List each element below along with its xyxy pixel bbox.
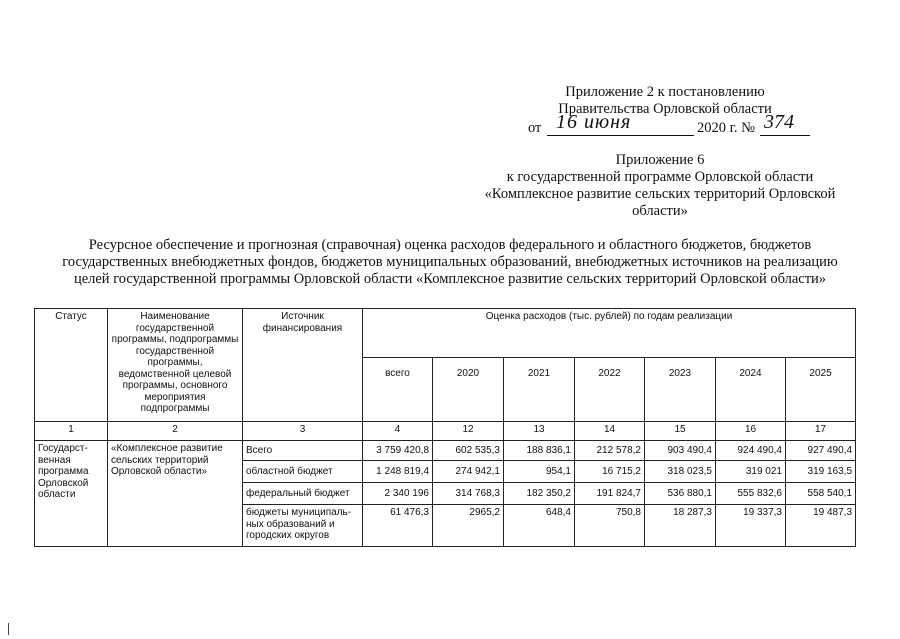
header-year-2025: 2025: [786, 358, 856, 422]
handwritten-date: 16 июня: [556, 111, 632, 133]
handwritten-number: 374: [764, 111, 794, 133]
value-cell: 558 540,1: [786, 483, 856, 505]
number-underline: [760, 135, 810, 136]
value-cell: 2965,2: [433, 505, 504, 547]
value-cell: 274 942,1: [433, 461, 504, 483]
source-cell: Всего: [243, 441, 363, 461]
value-cell: 903 490,4: [645, 441, 716, 461]
table-row-total: [35, 441, 856, 461]
column-number: 17: [786, 422, 856, 441]
source-cell: бюджеты муниципаль-ных образований и городских округов: [243, 505, 363, 547]
value-cell: 191 824,7: [575, 483, 645, 505]
header-year-2024: 2024: [716, 358, 786, 422]
value-cell: 19 337,3: [716, 505, 786, 547]
column-number: 2: [108, 422, 243, 441]
value-cell: 319 163,5: [786, 461, 856, 483]
value-cell: 18 287,3: [645, 505, 716, 547]
value-cell: 19 487,3: [786, 505, 856, 547]
header-name: Наименование государственной программы, подпрограммы государственной программы, ведомственной целевой программы, основного мероприятия подпрограммы: [108, 309, 243, 422]
date-underline: [547, 135, 694, 136]
source-cell: федеральный бюджет: [243, 483, 363, 505]
value-cell: 954,1: [504, 461, 575, 483]
title-line-3: целей государственной программы Орловской области «Комплексное развитие сельских территорий Орловской области»: [73, 271, 827, 287]
value-cell: 602 535,3: [433, 441, 504, 461]
value-cell: 16 715,2: [575, 461, 645, 483]
value-cell: 924 490,4: [716, 441, 786, 461]
column-number: 13: [504, 422, 575, 441]
value-cell: 927 490,4: [786, 441, 856, 461]
value-cell: 750,8: [575, 505, 645, 547]
value-cell: 3 759 420,8: [363, 441, 433, 461]
value-cell: 61 476,3: [363, 505, 433, 547]
ot-label: от: [528, 120, 542, 136]
value-cell: 318 023,5: [645, 461, 716, 483]
column-number: 16: [716, 422, 786, 441]
value-cell: 1 248 819,4: [363, 461, 433, 483]
column-number: 4: [363, 422, 433, 441]
appendix-2-header: [520, 84, 810, 138]
source-cell: областной бюджет: [243, 461, 363, 483]
header-row-1: [35, 309, 856, 358]
column-number: 3: [243, 422, 363, 441]
header-year-2021: 2021: [504, 358, 575, 422]
appendix-6-line-3: «Комплексное развитие сельских территорий Орловской: [484, 186, 836, 202]
value-cell: 648,4: [504, 505, 575, 547]
value-cell: 319 021: [716, 461, 786, 483]
header-status: Статус: [35, 309, 108, 422]
title-line-1: Ресурсное обеспечение и прогнозная (справочная) оценка расходов федерального и областного бюджетов, бюджетов: [88, 237, 812, 253]
status-cell: Государст-венная программа Орловской области: [35, 441, 108, 547]
appendix-6-line-4: области»: [632, 203, 688, 219]
column-number: 14: [575, 422, 645, 441]
program-name-cell: «Комплексное развитие сельских территорий Орловской области»: [108, 441, 243, 547]
year-number-label: 2020 г. №: [697, 120, 756, 136]
header-year-2022: 2022: [575, 358, 645, 422]
value-cell: 2 340 196: [363, 483, 433, 505]
appendix-6-line-1: Приложение 6: [615, 152, 705, 168]
value-cell: 182 350,2: [504, 483, 575, 505]
appendix-6-line-2: к государственной программе Орловской области: [506, 169, 814, 185]
document-title: [40, 237, 860, 288]
value-cell: 212 578,2: [575, 441, 645, 461]
decree-number-line: [520, 111, 810, 138]
column-number: 1: [35, 422, 108, 441]
header-estimate: Оценка расходов (тыс. рублей) по годам реализации: [363, 309, 856, 358]
header-source: Источник финансирования: [243, 309, 363, 422]
appendix-2-line-2: Правительства Орловской области: [558, 101, 772, 117]
scan-margin-mark: [8, 623, 9, 635]
header-year-2023: 2023: [645, 358, 716, 422]
appendix-2-line-1: Приложение 2 к постановлению: [565, 84, 765, 100]
value-cell: 314 768,3: [433, 483, 504, 505]
value-cell: 536 880,1: [645, 483, 716, 505]
value-cell: 555 832,6: [716, 483, 786, 505]
title-line-2: государственных внебюджетных фондов, бюджетов муниципальных образований, внебюджетных источников на реализацию: [62, 254, 838, 270]
column-number-row: [35, 422, 856, 441]
appendix-6-header: [470, 152, 850, 220]
value-cell: 188 836,1: [504, 441, 575, 461]
header-year-total: всего: [363, 358, 433, 422]
column-number: 15: [645, 422, 716, 441]
header-year-2020: 2020: [433, 358, 504, 422]
column-number: 12: [433, 422, 504, 441]
budget-table: [34, 308, 856, 547]
